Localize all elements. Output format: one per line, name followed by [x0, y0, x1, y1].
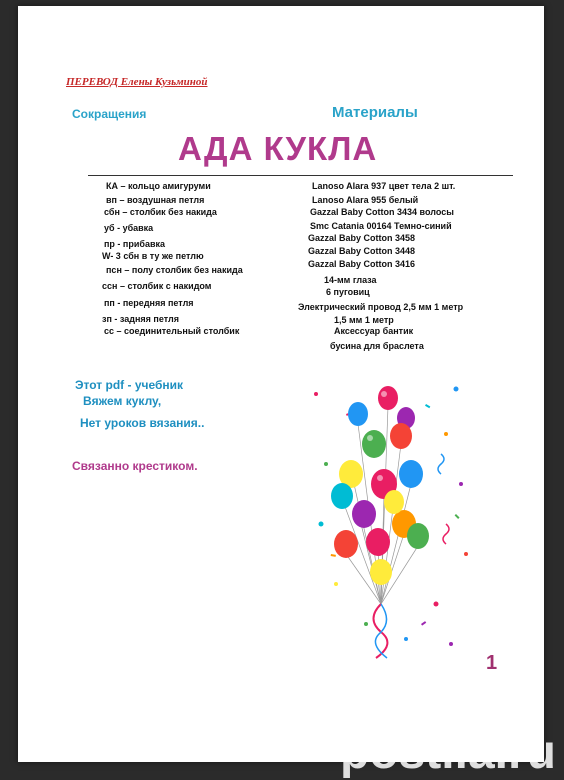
abbreviation-item: сс – соединительный столбик — [104, 326, 240, 336]
material-item: 6 пуговиц — [326, 287, 370, 297]
cross-stitch-note: Связанно крестиком. — [72, 459, 198, 473]
material-item: Lanoso Alara 937 цвет тела 2 шт. — [312, 181, 456, 191]
confetti — [314, 387, 468, 647]
materials-heading: Материалы — [332, 104, 418, 121]
abbreviation-item: пп - передняя петля — [104, 298, 194, 308]
material-item: Gazzal Baby Cotton 3458 — [308, 233, 416, 243]
watermark: postila.ru — [339, 726, 556, 779]
balloons-illustration — [306, 374, 476, 664]
material-item: Gazzal Baby Cotton 3416 — [308, 259, 416, 269]
note-line: Вяжем куклу, — [83, 394, 162, 408]
abbreviation-item: сбн – столбик без накида — [104, 207, 217, 217]
page-number: 1 — [486, 652, 498, 674]
material-item: бусина для браслета — [330, 341, 424, 351]
abbreviation-item: вп – воздушная петля — [106, 195, 205, 205]
material-item: Gazzal Baby Cotton 3448 — [308, 246, 416, 256]
page-title: АДА КУКЛА — [178, 130, 378, 167]
note-line: Этот pdf - учебник — [75, 378, 184, 392]
abbreviation-item: пр - прибавка — [104, 239, 166, 249]
material-item: 1,5 мм 1 метр — [334, 315, 394, 325]
document-page — [18, 6, 544, 762]
abbreviation-item: зп - задняя петля — [102, 314, 180, 324]
material-item: Электрический провод 2,5 мм 1 метр — [298, 302, 464, 312]
material-item: Аксессуар бантик — [334, 326, 414, 336]
abbreviation-item: КА – кольцо амигуруми — [106, 181, 211, 191]
material-item: 14-мм глаза — [324, 275, 377, 285]
material-item: Smc Catania 00164 Темно-синий — [310, 221, 452, 231]
translator-credit: ПЕРЕВОД Елены Кузьминой — [66, 76, 208, 88]
abbreviations-heading: Сокращения — [72, 107, 147, 121]
material-item: Lanoso Alara 955 белый — [312, 195, 419, 205]
abbreviation-item: W- 3 сбн в ту же петлю — [102, 251, 204, 261]
abbreviation-item: уб - убавка — [104, 223, 154, 233]
divider — [88, 175, 513, 176]
balloon-cluster — [331, 386, 429, 585]
material-item: Gazzal Baby Cotton 3434 волосы — [310, 207, 454, 217]
abbreviation-item: ссн – столбик с накидом — [102, 281, 212, 291]
abbreviation-item: псн – полу столбик без накида — [106, 265, 243, 275]
note-line: Нет уроков вязания.. — [80, 416, 205, 430]
